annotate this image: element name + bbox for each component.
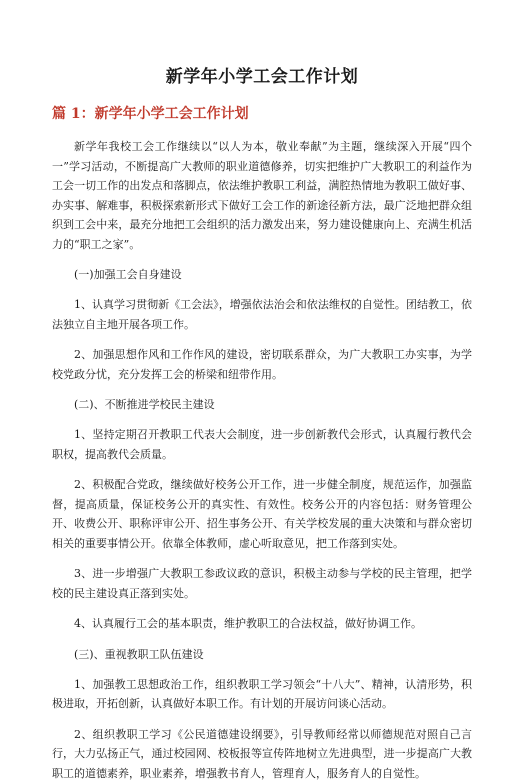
- paragraph-4: 2、积极配合党政，继续做好校务公开工作，进一步健全制度，规范运作，加强监督，提高质量，保证校务公开的真实性、有效性。校务公开的内容包括：财务管理公开、收费公开、职称评审公开、招生事务公开、有关学校发展的重大决策和与群众密切相关的重要事情公开。依靠全体教师，虚心听取意见，把工作落到实处。: [52, 475, 472, 553]
- paragraph-8: 2、组织教职工学习《公民道德建设纲要》，引导教师经常以师德规范对照自己言行，大力弘扬正气，通过校园网、校板报等宣传阵地树立先进典型，进一步提高广大教职工的道德素养，职业素养，增强教书育人，管理育人，服务育人的自觉性。: [52, 725, 472, 783]
- section-heading: 篇 1：新学年小学工会工作计划: [52, 103, 472, 123]
- paragraph-2: 2、加强思想作风和工作作风的建设，密切联系群众，为广大教职工办实事，为学校党政分忧，充分发挥工会的桥梁和纽带作用。: [52, 345, 472, 384]
- paragraph-5: 3、进一步增强广大教职工参政议政的意识，积极主动参与学校的民主管理，把学校的民主建设真正落到实处。: [52, 564, 472, 603]
- subheading-democracy: (二)、不断推进学校民主建设: [52, 395, 472, 414]
- subheading-self-building: (一)加强工会自身建设: [52, 265, 472, 284]
- subheading-team-building: (三)、重视教职工队伍建设: [52, 645, 472, 664]
- paragraph-3: 1、坚持定期召开教职工代表大会制度，进一步创新教代会形式，认真履行教代会职权，提高教代会质量。: [52, 425, 472, 464]
- paragraph-6: 4、认真履行工会的基本职责，维护教职工的合法权益，做好协调工作。: [52, 614, 472, 634]
- intro-paragraph: 新学年我校工会工作继续以“以人为本，敬业奉献”为主题，继续深入开展“四个一”学习活动，不断提高广大教师的职业道德修养，切实把维护广大教职工的利益作为工会一切工作的出发点和落脚点，依法维护教职工利益，满腔热情地为教职工做好事、办实事、解难事，积极探索新形式下做好工会工作的新途径新方法，最广泛地把群众组织到工会中来，最充分地把工会组织的活力激发出来，努力建设健康向上、充满生机活力的“职工之家”。: [52, 137, 472, 254]
- document-title: 新学年小学工会工作计划: [52, 62, 472, 87]
- paragraph-7: 1、加强教工思想政治工作，组织教职工学习领会“十八大”、精神，认清形势，积极进取，开拓创新，认真做好本职工作。有计划的开展访问谈心活动。: [52, 675, 472, 714]
- paragraph-1: 1、认真学习贯彻新《工会法》，增强依法治会和依法维权的自觉性。团结教工，依法独立自主地开展各项工作。: [52, 295, 472, 334]
